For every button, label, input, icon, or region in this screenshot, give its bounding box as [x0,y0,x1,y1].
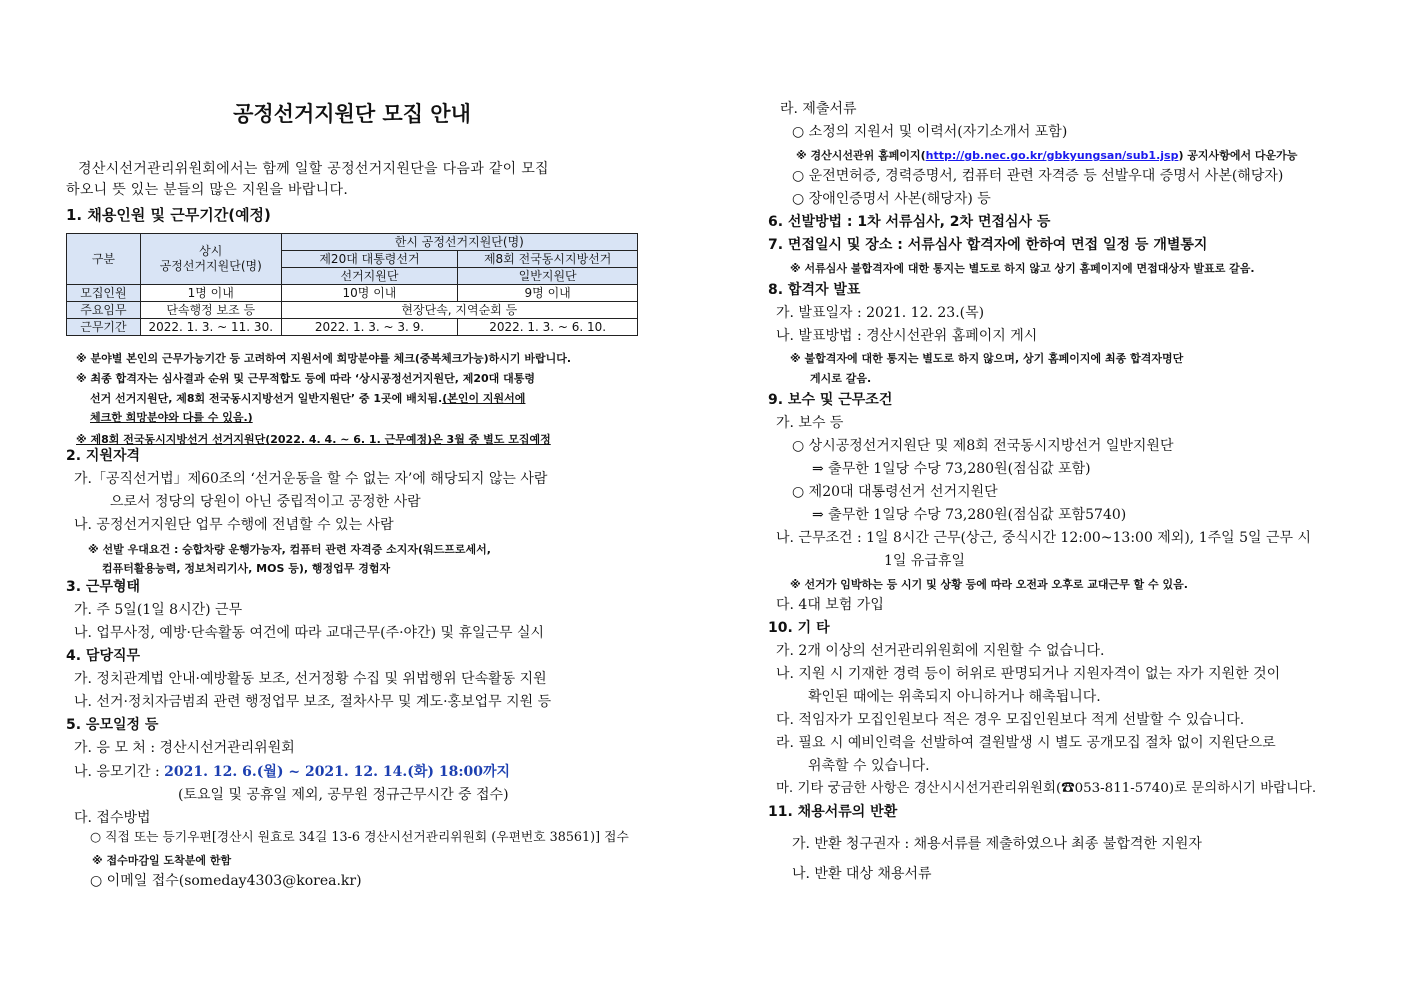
th-hansi: 한시 공정선거지원단(명) [281,234,637,251]
s4-na: 나. 선거·정치자금범죄 관련 행정업무 보조, 절차사무 및 계도·홍보업무 지원 등 [74,694,552,710]
table-note-2-line-1: ※ 최종 합격자는 심사결과 순위 및 근무적합도 등에 따라 ‘상시공정선거지원단, 제20대 대통령 [76,372,536,385]
table-row: 근무기간 2022. 1. 3. ~ 11. 30. 2022. 1. 3. ~ 3. 9. 2022. 1. 3. ~ 6. 10. [67,319,638,336]
s8-note-line-2: 게시로 갈음. [810,372,872,385]
s9-o1-pay: ⇒ 출무한 1일당 수당 73,280원(점심값 포함) [812,461,1091,477]
section-6-heading: 6. 선발방법 : 1차 서류심사, 2차 면접심사 등 [768,214,1051,230]
r-doc-2: ○ 운전면허증, 경력증명서, 컴퓨터 관련 자격증 등 선발우대 증명서 사본(해당자) [792,168,1284,184]
s7-note: ※ 서류심사 불합격자에 대한 통지는 별도로 하지 않고 상기 홈페이지에 면접대상자 발표로 갈음. [790,262,1255,275]
intro-line-1: 경산시선거관리위원회에서는 함께 일할 공정선거지원단을 다음과 같이 모집 [78,161,549,177]
s5-da: 다. 접수방법 [74,810,151,826]
s5-na-sub: (토요일 및 공휴일 제외, 공무원 정규근무시간 중 접수) [178,787,509,803]
s5-item-1: ○ 직접 또는 등기우편[경산시 원효로 34길 13-6 경산시선거관리위원회 (우편번호 38561)] 접수 [90,830,629,845]
section-11-heading: 11. 채용서류의 반환 [768,804,898,820]
page-title: 공정선거지원단 모집 안내 [233,102,471,126]
s2-note-line-1: ※ 선발 우대요건 : 승합차량 운행가능자, 컴퓨터 관련 자격증 소지자(워드프로세서, [88,543,491,556]
section-2-heading: 2. 지원자격 [66,448,141,464]
s3-ga: 가. 주 5일(1일 8시간) 근무 [74,602,243,618]
s8-ga: 가. 발표일자 : 2021. 12. 23.(목) [776,305,985,321]
r-doc-3: ○ 장애인증명서 사본(해당자) 등 [792,191,991,207]
s5-na: 나. 응모기간 : 2021. 12. 6.(월) ~ 2021. 12. 14.(화) 18:00까지 [74,764,511,780]
table-row: 모집인원 1명 이내 10명 이내 9명 이내 [67,285,638,302]
s5-ga: 가. 응 모 처 : 경산시선거관리위원회 [74,740,295,756]
s10-ma: 마. 기타 궁금한 사항은 경산시시선거관리위원회(☎053-811-5740)로 문의하시기 바랍니다. [776,781,1317,796]
intro-line-2: 하오니 뜻 있는 분들의 많은 지원을 바랍니다. [66,182,349,198]
s9-na-line-1: 나. 근무조건 : 1일 8시간 근무(상근, 중식시간 12:00~13:00 제외), 1주일 5일 근무 시 [776,530,1312,546]
section-8-heading: 8. 합격자 발표 [768,282,861,298]
table-row: 주요임무 단속행정 보조 등 현장단속, 지역순회 등 [67,302,638,319]
section-7-heading: 7. 면접일시 및 장소 : 서류심사 합격자에 한하여 면접 일정 등 개별통지 [768,237,1208,253]
section-3-heading: 3. 근무형태 [66,579,141,595]
s9-ga: 가. 보수 등 [776,415,844,431]
application-period: 2021. 12. 6.(월) ~ 2021. 12. 14.(화) 18:00까지 [164,764,511,780]
s10-na-line-2: 확인된 때에는 위촉되지 아니하거나 해촉됩니다. [808,689,1101,705]
s9-o2-pay: ⇒ 출무한 1일당 수당 73,280원(점심값 포함5740) [812,507,1127,523]
section-9-heading: 9. 보수 및 근무조건 [768,392,893,408]
s9-da: 다. 4대 보험 가입 [776,597,884,613]
s10-ra-line-1: 라. 필요 시 예비인력을 선발하여 결원발생 시 별도 공개모집 절차 없이 지원단으로 [776,735,1276,751]
th-presidential: 제20대 대통령선거 [281,251,458,268]
section-1-heading: 1. 채용인원 및 근무기간(예정) [66,206,271,224]
s3-na: 나. 업무사정, 예방·단속활동 여건에 따라 교대근무(주·야간) 및 휴일근무 실시 [74,625,545,641]
th-gubun: 구분 [67,234,141,285]
r-ra: 라. 제출서류 [780,101,857,117]
s2-ga-line-2: 으로서 정당의 당원이 아닌 중립적이고 공정한 사람 [110,494,421,510]
s10-na-line-1: 나. 지원 시 기재한 경력 등이 허위로 판명되거나 지원자격이 없는 자가 지원한 것이 [776,666,1281,682]
s10-ra-line-2: 위촉할 수 있습니다. [808,758,930,774]
table-note-2-line-3: 체크한 희망분야와 다를 수 있음.) [90,411,253,424]
s8-na: 나. 발표방법 : 경산시선관위 홈페이지 게시 [776,328,1038,344]
s4-ga: 가. 정치관계법 안내·예방활동 보조, 선거정황 수집 및 위법행위 단속활동 지원 [74,671,547,687]
homepage-link[interactable]: http://gb.nec.go.kr/gbkyungsan/sub1.jsp [925,149,1179,162]
r-doc-note: ※ 경산시선관위 홈페이지(http://gb.nec.go.kr/gbkyungsan/sub1.jsp) 공지사항에서 다운가능 [796,149,1298,162]
s9-o2: ○ 제20대 대통령선거 선거지원단 [792,484,998,500]
th-local-sub: 일반지원단 [458,268,638,285]
r-doc-1: ○ 소정의 지원서 및 이력서(자기소개서 포함) [792,124,1068,140]
s10-ga: 가. 2개 이상의 선거관리위원회에 지원할 수 없습니다. [776,643,1105,659]
s9-o1: ○ 상시공정선거지원단 및 제8회 전국동시지방선거 일반지원단 [792,438,1174,454]
s2-ga-line-1: 가.「공직선거법」제60조의 ‘선거운동을 할 수 없는 자’에 해당되지 않는 사람 [74,471,548,487]
section-4-heading: 4. 담당직무 [66,648,141,664]
th-local: 제8회 전국동시지방선거 [458,251,638,268]
s10-da: 다. 적임자가 모집인원보다 적은 경우 모집인원보다 적게 선발할 수 있습니다. [776,712,1245,728]
table-note-1: ※ 분야별 본인의 근무가능기간 등 고려하여 지원서에 희망분야를 체크(중복체크가능)하시기 바랍니다. [76,352,572,365]
s5-item-2: ○ 이메일 접수(someday4303@korea.kr) [90,873,362,889]
recruitment-table [66,233,638,336]
s5-item-1-note: ※ 접수마감일 도착분에 한함 [92,854,232,867]
th-sangsi: 상시 공정선거지원단(명) [140,234,281,285]
th-presidential-sub: 선거지원단 [281,268,458,285]
s9-na-line-2: 1일 유급휴일 [884,553,965,569]
s8-note-line-1: ※ 불합격자에 대한 통지는 별도로 하지 않으며, 상기 홈페이지에 최종 합격자명단 [790,352,1184,365]
table-note-3: ※ 제8회 전국동시지방선거 선거지원단(2022. 4. 4. ~ 6. 1. 근무예정)은 3월 중 별도 모집예정 [76,433,551,446]
table-note-2-line-2: 선거 선거지원단, 제8회 전국동시지방선거 일반지원단’ 중 1곳에 배치됨.(본인이 지원서에 [90,392,526,405]
s2-na: 나. 공정선거지원단 업무 수행에 전념할 수 있는 사람 [74,517,394,533]
section-10-heading: 10. 기 타 [768,620,830,636]
s9-note: ※ 선거가 임박하는 등 시기 및 상황 등에 따라 오전과 오후로 교대근무 할 수 있음. [790,578,1188,591]
section-5-heading: 5. 응모일정 등 [66,717,159,733]
s11-na: 나. 반환 대상 채용서류 [792,866,932,882]
s2-note-line-2: 컴퓨터활용능력, 정보처리기사, MOS 등), 행정업무 경험자 [102,562,391,575]
s11-ga: 가. 반환 청구권자 : 채용서류를 제출하였으나 최종 불합격한 지원자 [792,836,1202,852]
